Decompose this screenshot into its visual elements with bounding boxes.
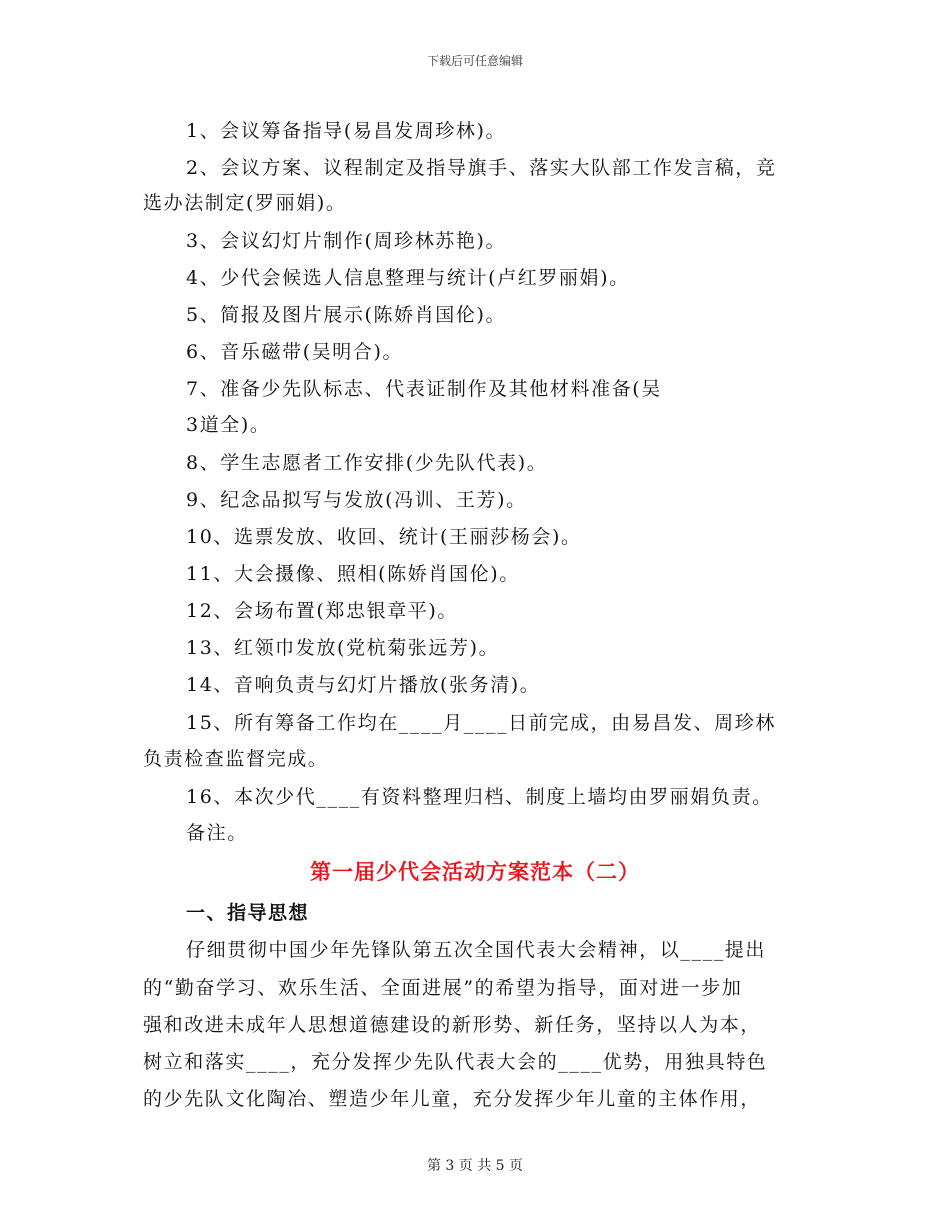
list-item: 备注。 (186, 822, 248, 844)
list-item: 7、准备少先队标志、代表证制作及其他材料准备(吴 (186, 378, 662, 400)
section-heading: 一、指导思想 (186, 902, 310, 924)
list-item: 15、所有筹备工作均在____月____日前完成，由易昌发、周珍林 (186, 712, 776, 734)
list-item: 16、本次少代____有资料整理归档、制度上墙均由罗丽娟负责。 (186, 786, 773, 808)
list-item: 3道全)。 (186, 414, 271, 436)
page-header: 下载后可任意编辑 (426, 54, 523, 68)
list-item: 8、学生志愿者工作安排(少先队代表)。 (186, 452, 548, 474)
paragraph-line: 强和改进未成年人思想道德建设的新形势、新任务，坚持以人为本， (143, 1014, 762, 1036)
section-title: 第一届少代会活动方案范本（二） (310, 860, 640, 884)
list-item: 3、会议幻灯片制作(周珍林苏艳)。 (186, 230, 507, 252)
list-item: 12、会场布置(郑忠银章平)。 (186, 600, 459, 622)
list-item: 6、音乐磁带(吴明合)。 (186, 341, 404, 363)
list-item: 11、大会摄像、照相(陈娇肖国伦)。 (186, 563, 520, 585)
list-item: 4、少代会候选人信息整理与统计(卢红罗丽娟)。 (186, 267, 630, 289)
list-item: 10、选票发放、收回、统计(王丽莎杨会)。 (186, 526, 582, 548)
paragraph-line: 树立和落实____，充分发挥少先队代表大会的____优势，用独具特色 (143, 1051, 768, 1073)
list-item: 选办法制定(罗丽娟)。 (143, 192, 347, 214)
list-item: 9、纪念品拟写与发放(冯训、王芳)。 (186, 489, 527, 511)
list-item: 5、简报及图片展示(陈娇肖国伦)。 (186, 304, 507, 326)
list-item: 14、音响负责与幻灯片播放(张务清)。 (186, 674, 541, 696)
page-footer: 第 3 页 共 5 页 (426, 1158, 524, 1174)
paragraph-line: 的“勤奋学习、欢乐生活、全面进展”的希望为指导，面对进一步加 (143, 977, 743, 999)
paragraph-line: 仔细贯彻中国少年先锋队第五次全国代表大会精神，以____提出 (186, 939, 767, 961)
paragraph-line: 的少先队文化陶冶、塑造少年儿童，充分发挥少年儿童的主体作用， (143, 1088, 762, 1110)
list-item: 负责检查监督完成。 (143, 748, 329, 770)
list-item: 2、会议方案、议程制定及指导旗手、落实大队部工作发言稿，竞 (186, 157, 777, 179)
list-item: 1、会议筹备指导(易昌发周珍林)。 (186, 120, 507, 142)
list-item: 13、红领巾发放(党杭菊张远芳)。 (186, 637, 500, 659)
